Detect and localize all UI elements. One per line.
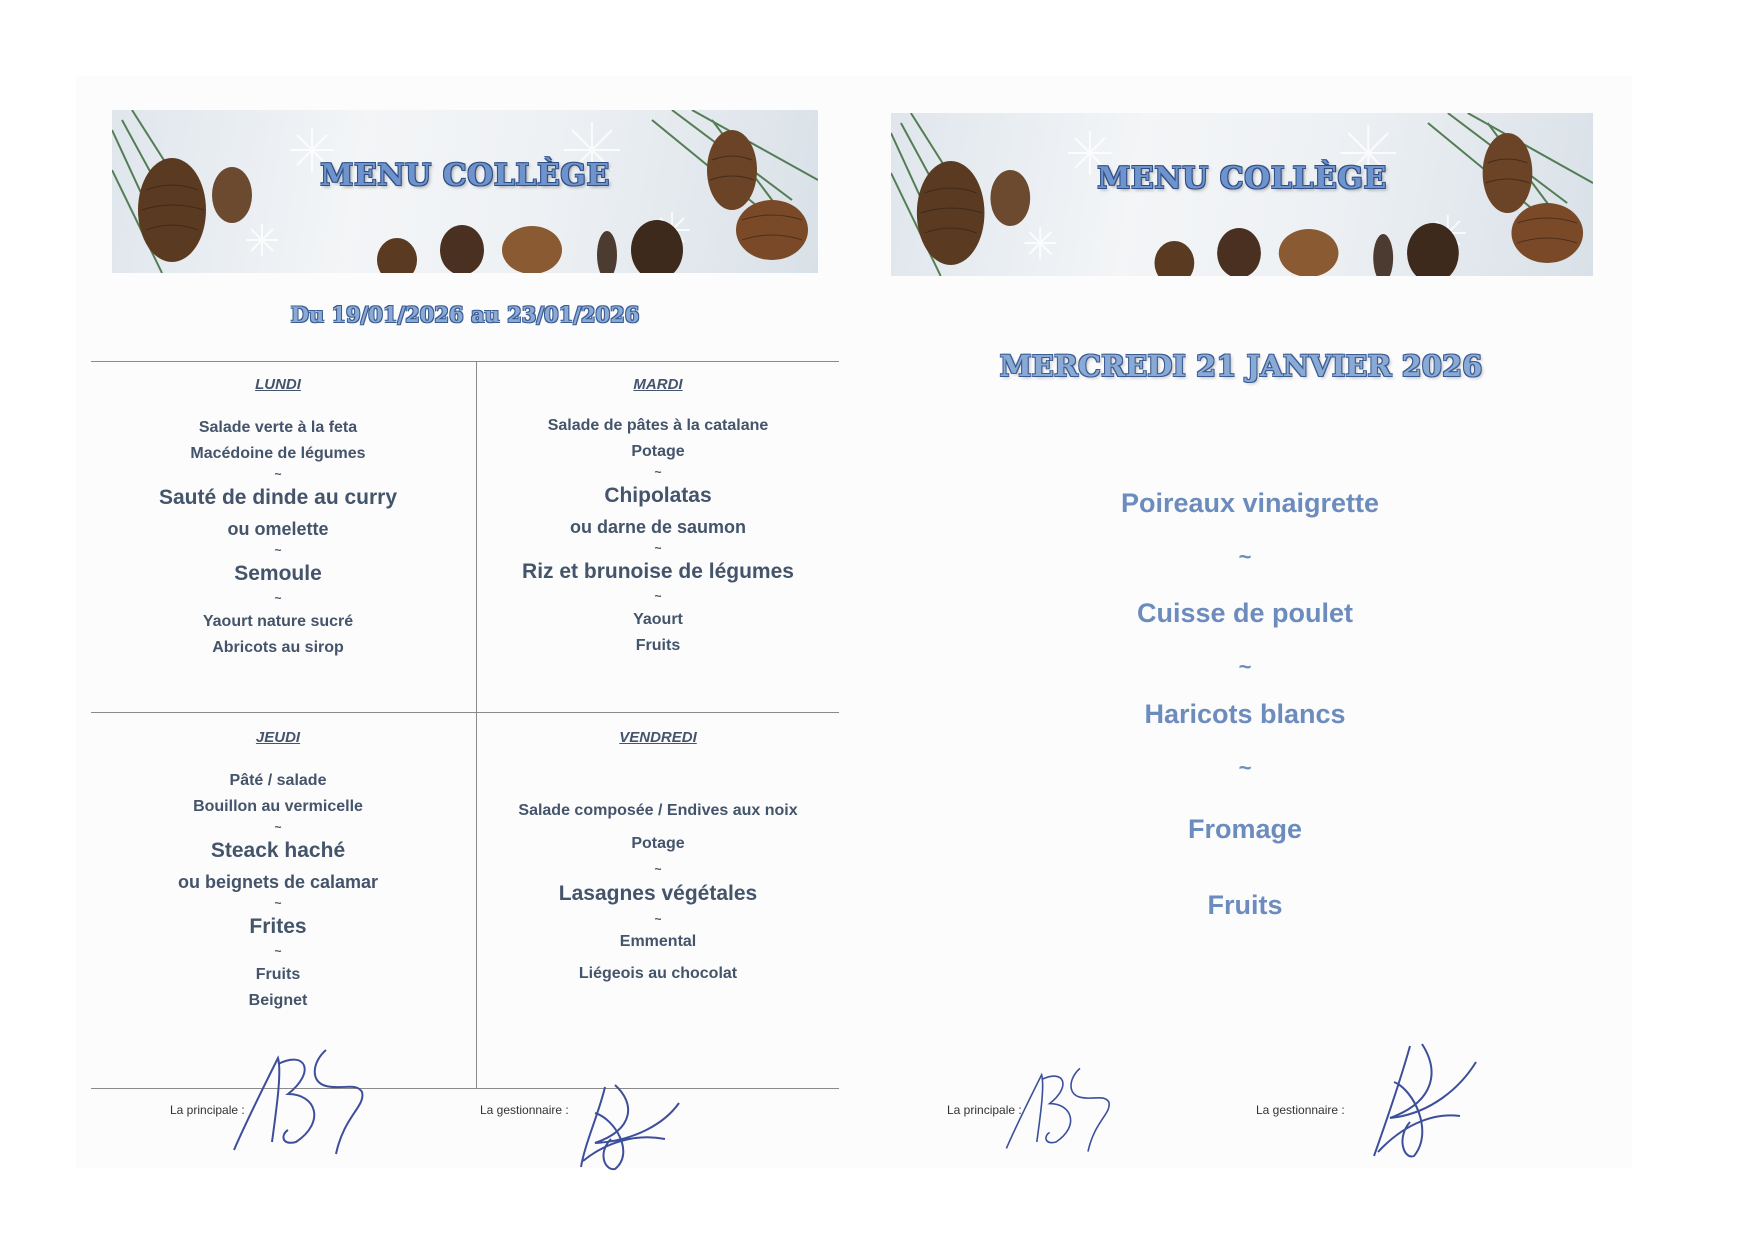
course-separator: ~ bbox=[274, 944, 282, 958]
side-dish: Semoule bbox=[234, 562, 322, 585]
course-separator: ~ bbox=[1238, 654, 1252, 679]
starter-item: Macédoine de légumes bbox=[190, 445, 366, 462]
starter-item: Pâté / salade bbox=[229, 772, 327, 789]
starter-item: Salade composée / Endives aux noix bbox=[518, 802, 798, 819]
manager-signature bbox=[1370, 1042, 1480, 1162]
day-name: JEUDI bbox=[255, 729, 301, 746]
daily-heading: MERCREDI 21 JANVIER 2026 bbox=[999, 349, 1483, 383]
starter-item: Bouillon au vermicelle bbox=[193, 798, 363, 815]
course-separator: ~ bbox=[654, 912, 662, 926]
starter-item: Salade de pâtes à la catalane bbox=[547, 417, 769, 434]
week-date-range: Du 19/01/2026 au 23/01/2026 bbox=[290, 302, 640, 327]
course-separator: ~ bbox=[654, 589, 662, 603]
side-dish: Frites bbox=[249, 915, 307, 938]
day-name: MARDI bbox=[633, 376, 683, 393]
day-cell-mardi bbox=[476, 376, 840, 659]
day-cell-lundi bbox=[91, 376, 465, 661]
daily-menu-item: Cuisse de poulet bbox=[1136, 598, 1354, 628]
main-dish: Steack haché bbox=[210, 839, 346, 862]
starter-item: Salade verte à la feta bbox=[198, 419, 358, 436]
daily-menu-item: Fruits bbox=[1207, 890, 1283, 920]
dessert-item: Beignet bbox=[248, 992, 308, 1009]
day-name: LUNDI bbox=[255, 376, 301, 393]
starter-item: Potage bbox=[631, 443, 685, 460]
principal-signature bbox=[226, 1042, 376, 1162]
alternative-dish: ou omelette bbox=[227, 519, 329, 539]
course-separator: ~ bbox=[654, 541, 662, 555]
day-cell-jeudi bbox=[91, 729, 465, 1014]
course-separator: ~ bbox=[1238, 544, 1252, 569]
dessert-item: Liégeois au chocolat bbox=[578, 965, 738, 982]
dessert-item: Fruits bbox=[635, 637, 681, 654]
main-dish: Lasagnes végétales bbox=[558, 882, 758, 905]
grid-line-middle bbox=[91, 712, 839, 713]
dessert-item: Yaourt bbox=[633, 611, 683, 628]
grid-line-top bbox=[91, 361, 839, 362]
course-separator: ~ bbox=[274, 820, 282, 834]
principal-signature-label: La principale : bbox=[947, 1103, 1022, 1117]
course-separator: ~ bbox=[274, 543, 282, 557]
main-dish: Chipolatas bbox=[604, 484, 712, 507]
course-separator: ~ bbox=[274, 591, 282, 605]
course-separator: ~ bbox=[274, 467, 282, 481]
daily-menu-item: Fromage bbox=[1187, 814, 1303, 844]
principal-signature-label: La principale : bbox=[170, 1103, 245, 1117]
daily-menu-item: Haricots blancs bbox=[1144, 699, 1346, 729]
alternative-dish: ou beignets de calamar bbox=[177, 872, 379, 892]
daily-menu-item: Poireaux vinaigrette bbox=[1120, 488, 1380, 518]
course-separator: ~ bbox=[654, 465, 662, 479]
main-dish: Sauté de dinde au curry bbox=[158, 486, 398, 509]
day-cell-vendredi bbox=[476, 729, 840, 990]
banner-title: MENU COLLÈGE bbox=[320, 158, 610, 193]
dessert-item: Abricots au sirop bbox=[212, 639, 344, 656]
grid-line-bottom bbox=[91, 1088, 839, 1089]
starter-item: Potage bbox=[631, 835, 685, 852]
principal-signature bbox=[1000, 1055, 1120, 1165]
dessert-item: Yaourt nature sucré bbox=[202, 613, 354, 630]
menu-banner bbox=[891, 113, 1593, 276]
course-separator: ~ bbox=[274, 896, 282, 910]
side-dish: Riz et brunoise de légumes bbox=[522, 560, 794, 583]
course-separator: ~ bbox=[654, 862, 662, 876]
dessert-item: Emmental bbox=[619, 933, 697, 950]
manager-signature-label: La gestionnaire : bbox=[480, 1103, 569, 1117]
course-separator: ~ bbox=[1238, 755, 1252, 780]
dessert-item: Fruits bbox=[255, 966, 301, 983]
manager-signature-label: La gestionnaire : bbox=[1256, 1103, 1345, 1117]
manager-signature bbox=[575, 1083, 685, 1173]
alternative-dish: ou darne de saumon bbox=[569, 517, 747, 537]
banner-title: MENU COLLÈGE bbox=[1097, 161, 1387, 196]
day-name: VENDREDI bbox=[619, 729, 697, 746]
menu-banner bbox=[112, 110, 818, 273]
